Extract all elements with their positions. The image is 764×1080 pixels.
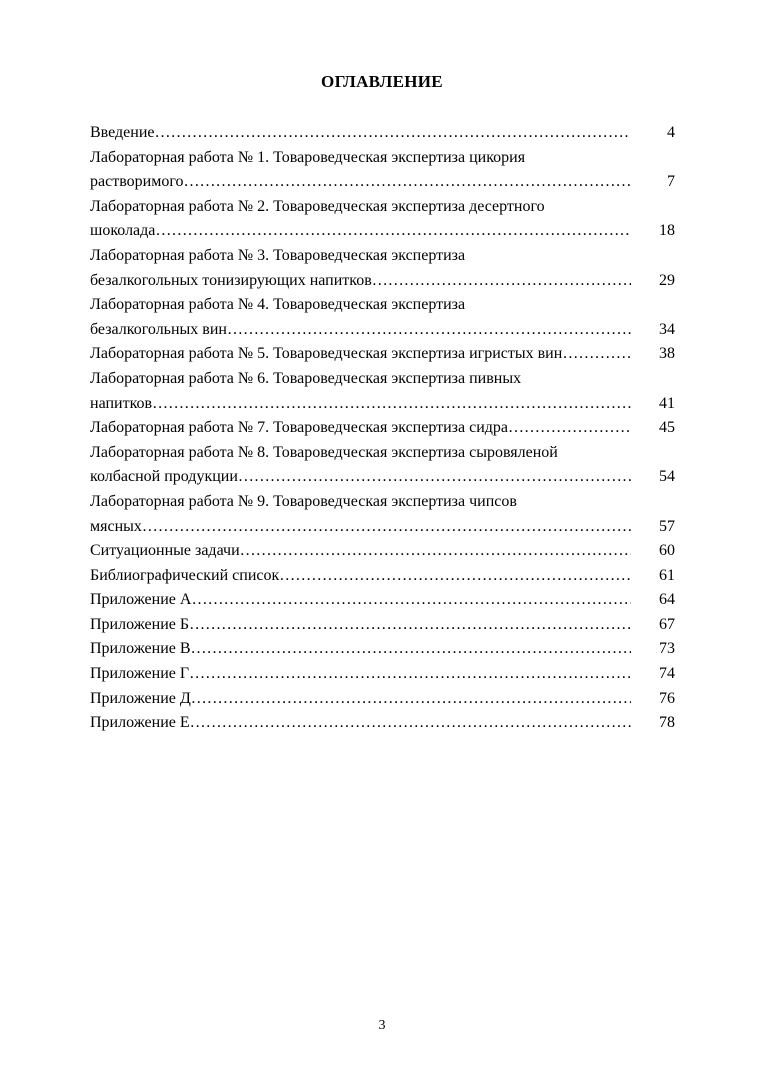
toc-page-number: 29 xyxy=(659,271,675,289)
toc-entry-text-line: Лабораторная работа № 1. Товароведческая экспертиза цикория xyxy=(90,148,526,166)
toc-entry xyxy=(90,687,675,712)
toc-entry xyxy=(90,613,675,638)
toc-entry-final-line xyxy=(90,662,675,687)
toc-leader-dots xyxy=(279,564,631,589)
toc-entry-title: Библиографический список xyxy=(90,566,280,584)
toc-entry-title: Приложение Е xyxy=(90,714,190,732)
toc-page-number: 41 xyxy=(659,394,675,412)
toc-entry-final-line xyxy=(90,564,675,589)
toc-entry xyxy=(90,195,675,244)
toc-page-number: 7 xyxy=(667,173,675,191)
toc-entry xyxy=(90,121,675,146)
toc-entry xyxy=(90,637,675,662)
toc-entry xyxy=(90,564,675,589)
toc-entry-title: Введение xyxy=(90,124,155,141)
toc-entry-final-line xyxy=(90,613,675,638)
toc-leader-dots xyxy=(152,392,631,417)
toc-page-number: 64 xyxy=(659,591,675,609)
toc-entry-title: Приложение В xyxy=(90,640,191,658)
toc-entry-final-line xyxy=(90,687,675,712)
toc-leader-dots xyxy=(372,269,631,294)
table-of-contents xyxy=(90,121,675,736)
toc-leader-dots xyxy=(189,662,631,687)
toc-entry xyxy=(90,588,675,613)
toc-entry-final-line xyxy=(90,588,675,613)
toc-entry-title: безалкогольных вин xyxy=(90,320,227,338)
toc-entry-text-line: Лабораторная работа № 9. Товароведческая экспертиза чипсов xyxy=(90,492,517,510)
toc-leader-dots xyxy=(238,465,631,490)
toc-entry-text-line: Лабораторная работа № 2. Товароведческая экспертиза десертного xyxy=(90,197,545,215)
toc-leader-dots xyxy=(240,539,631,564)
toc-entry-title: напитков xyxy=(90,394,153,412)
toc-entry xyxy=(90,711,675,736)
toc-page-number: 57 xyxy=(659,517,675,535)
toc-entry xyxy=(90,367,675,416)
toc-page-number: 18 xyxy=(659,222,675,240)
toc-entry-final-line xyxy=(90,416,675,441)
toc-entry-final-line xyxy=(90,170,675,195)
toc-entry-title: растворимого xyxy=(90,173,184,191)
toc-entry xyxy=(90,416,675,441)
toc-entry-title: Лабораторная работа № 7. Товароведческая экспертиза сидра xyxy=(90,419,508,437)
toc-entry-final-line xyxy=(90,318,675,343)
toc-page-number: 78 xyxy=(659,714,675,732)
toc-entry xyxy=(90,441,675,490)
page-number: 3 xyxy=(378,1018,386,1033)
toc-leader-dots xyxy=(191,637,631,662)
toc-leader-dots xyxy=(191,588,631,613)
toc-entry xyxy=(90,490,675,539)
toc-page-number: 67 xyxy=(659,615,675,633)
toc-page-number: 74 xyxy=(659,665,675,683)
toc-entry xyxy=(90,342,675,367)
toc-page-number: 61 xyxy=(659,566,675,584)
toc-leader-dots xyxy=(562,342,631,367)
toc-entry-text-line: Лабораторная работа № 3. Товароведческая экспертиза xyxy=(90,246,466,264)
toc-entry-final-line xyxy=(90,269,675,294)
toc-leader-dots xyxy=(155,219,631,244)
toc-entry-text-line: Лабораторная работа № 4. Товароведческая экспертиза xyxy=(90,296,466,314)
toc-entry xyxy=(90,539,675,564)
toc-entry-title: Приложение Г xyxy=(90,665,190,683)
toc-entry-title: шоколада xyxy=(90,222,156,240)
toc-leader-dots xyxy=(227,318,631,343)
toc-page-number: 38 xyxy=(659,345,675,363)
toc-entry-title: Ситуационные задачи xyxy=(90,542,240,560)
toc-entry-final-line xyxy=(90,219,675,244)
toc-entry-final-line xyxy=(90,342,675,367)
toc-page-number: 34 xyxy=(659,320,675,338)
toc-page-number: 73 xyxy=(659,640,675,658)
toc-page-number: 45 xyxy=(659,419,675,437)
toc-entry-text-line: Лабораторная работа № 8. Товароведческая экспертиза сыровяленой xyxy=(90,443,558,461)
toc-page-number: 76 xyxy=(659,689,675,707)
toc-entry-text-line: Лабораторная работа № 6. Товароведческая экспертиза пивных xyxy=(90,369,522,387)
toc-entry xyxy=(90,293,675,342)
toc-entry-final-line xyxy=(90,711,675,736)
toc-leader-dots xyxy=(190,711,631,736)
toc-leader-dots xyxy=(155,121,632,146)
toc-entry-title: Лабораторная работа № 5. Товароведческая экспертиза игристых вин xyxy=(90,345,563,363)
toc-entry-final-line xyxy=(90,539,675,564)
toc-leader-dots xyxy=(508,416,631,441)
page-title: ОГЛАВЛЕНИЕ xyxy=(321,72,443,91)
toc-entry-title: Приложение Д xyxy=(90,689,191,707)
toc-leader-dots xyxy=(184,170,632,195)
toc-leader-dots xyxy=(142,515,631,540)
toc-entry-title: Приложение Б xyxy=(90,615,190,633)
toc-page-number: 60 xyxy=(659,542,675,560)
toc-page-number: 54 xyxy=(659,468,675,486)
toc-entry xyxy=(90,662,675,687)
toc-page-number: 4 xyxy=(667,124,675,141)
toc-entry-final-line xyxy=(90,515,675,540)
toc-leader-dots xyxy=(191,687,631,712)
toc-entry-final-line xyxy=(90,392,675,417)
toc-entry-title: мясных xyxy=(90,517,142,535)
toc-entry-title: колбасной продукции xyxy=(90,468,238,486)
toc-leader-dots xyxy=(189,613,631,638)
toc-entry xyxy=(90,146,675,195)
toc-entry-title: безалкогольных тонизирующих напитков xyxy=(90,271,372,289)
toc-entry xyxy=(90,244,675,293)
toc-entry-final-line xyxy=(90,121,675,146)
toc-entry-title: Приложение А xyxy=(90,591,192,609)
toc-entry-final-line xyxy=(90,465,675,490)
toc-entry-final-line xyxy=(90,637,675,662)
